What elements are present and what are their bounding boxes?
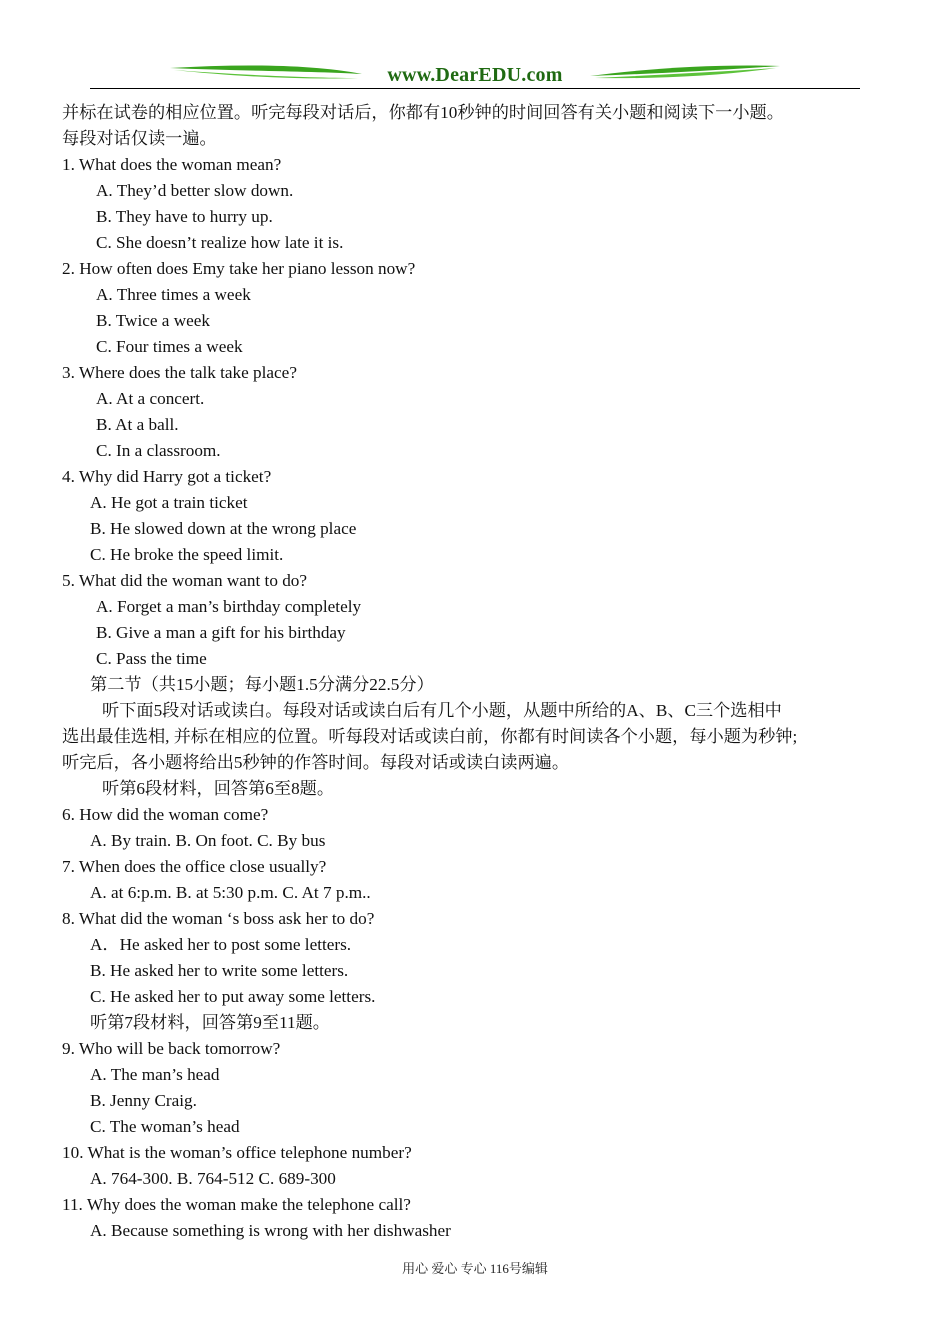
text-line: C. In a classroom.	[96, 441, 221, 460]
text-line: 每段对话仅读一遍。	[62, 129, 217, 148]
text-line: A. 764-300. B. 764-512 C. 689-300	[90, 1169, 336, 1188]
text-line: A. at 6:p.m. B. at 5:30 p.m. C. At 7 p.m..	[90, 883, 371, 902]
text-line: 3. Where does the talk take place?	[62, 363, 297, 382]
text-line: B. Twice a week	[96, 311, 210, 330]
text-line: 听完后，各小题将给出5秒钟的作答时间。每段对话或读白读两遍。	[62, 753, 570, 772]
text-line: A. He got a train ticket	[90, 493, 248, 512]
text-line: B. They have to hurry up.	[96, 207, 273, 226]
text-line: C. Pass the time	[96, 649, 207, 668]
text-line: 选出最佳选相, 并标在相应的位置。听每段对话或读白前，你都有时间读各个小题，每小题为秒钟;	[62, 727, 798, 746]
site-logo-text: www.DearEDU.com	[387, 64, 563, 86]
text-line: A. At a concert.	[96, 389, 205, 408]
text-line: A. Forget a man’s birthday completely	[96, 597, 362, 616]
text-line: C. Four times a week	[96, 337, 243, 356]
text-line: 1. What does the woman mean?	[62, 155, 282, 174]
text-line: 2. How often does Emy take her piano lesson now?	[62, 259, 416, 278]
text-line: A．He asked her to post some letters.	[90, 935, 352, 954]
text-line: C. The woman’s head	[90, 1117, 240, 1136]
text-line: A. Three times a week	[96, 285, 251, 304]
text-line: C. He asked her to put away some letters.	[90, 987, 376, 1006]
text-line: 10. What is the woman’s office telephone number?	[62, 1143, 412, 1162]
text-line: 8. What did the woman ‘s boss ask her to do?	[62, 909, 375, 928]
text-line: 听第7段材料，回答第9至11题。	[90, 1013, 330, 1032]
text-line: B. Give a man a gift for his birthday	[96, 623, 346, 642]
text-line: B. He asked her to write some letters.	[90, 961, 349, 980]
header-divider	[90, 88, 860, 89]
text-line: 听下面5段对话或读白。每段对话或读白后有几个小题，从题中所给的A、B、C三个选相中	[102, 701, 782, 720]
text-line: 11. Why does the woman make the telephone call?	[62, 1195, 411, 1214]
text-line: 5. What did the woman want to do?	[62, 571, 308, 590]
text-line: 6. How did the woman come?	[62, 805, 269, 824]
text-line: B. Jenny Craig.	[90, 1091, 197, 1110]
text-line: 听第6段材料，回答第6至8题。	[102, 779, 335, 798]
text-line: A. By train. B. On foot. C. By bus	[90, 831, 326, 850]
text-line: C. She doesn’t realize how late it is.	[96, 233, 344, 252]
text-line: A. Because something is wrong with her dishwasher	[90, 1221, 451, 1240]
text-line: C. He broke the speed limit.	[90, 545, 284, 564]
text-line: A. They’d better slow down.	[96, 181, 294, 200]
text-line: 并标在试卷的相应位置。听完每段对话后，你都有10秒钟的时间回答有关小题和阅读下一小题。	[62, 103, 784, 122]
text-line: B. He slowed down at the wrong place	[90, 519, 357, 538]
text-line: A. The man’s head	[90, 1065, 220, 1084]
text-line: B. At a ball.	[96, 415, 179, 434]
text-line: 第二节（共15小题；每小题1.5分满分22.5分）	[90, 675, 434, 694]
page-footer: 用心 爱心 专心 116号编辑	[402, 1261, 548, 1276]
page-header	[90, 58, 860, 92]
text-line: 9. Who will be back tomorrow?	[62, 1039, 281, 1058]
text-line: 4. Why did Harry got a ticket?	[62, 467, 272, 486]
text-line: 7. When does the office close usually?	[62, 857, 327, 876]
document-body	[62, 100, 862, 1244]
